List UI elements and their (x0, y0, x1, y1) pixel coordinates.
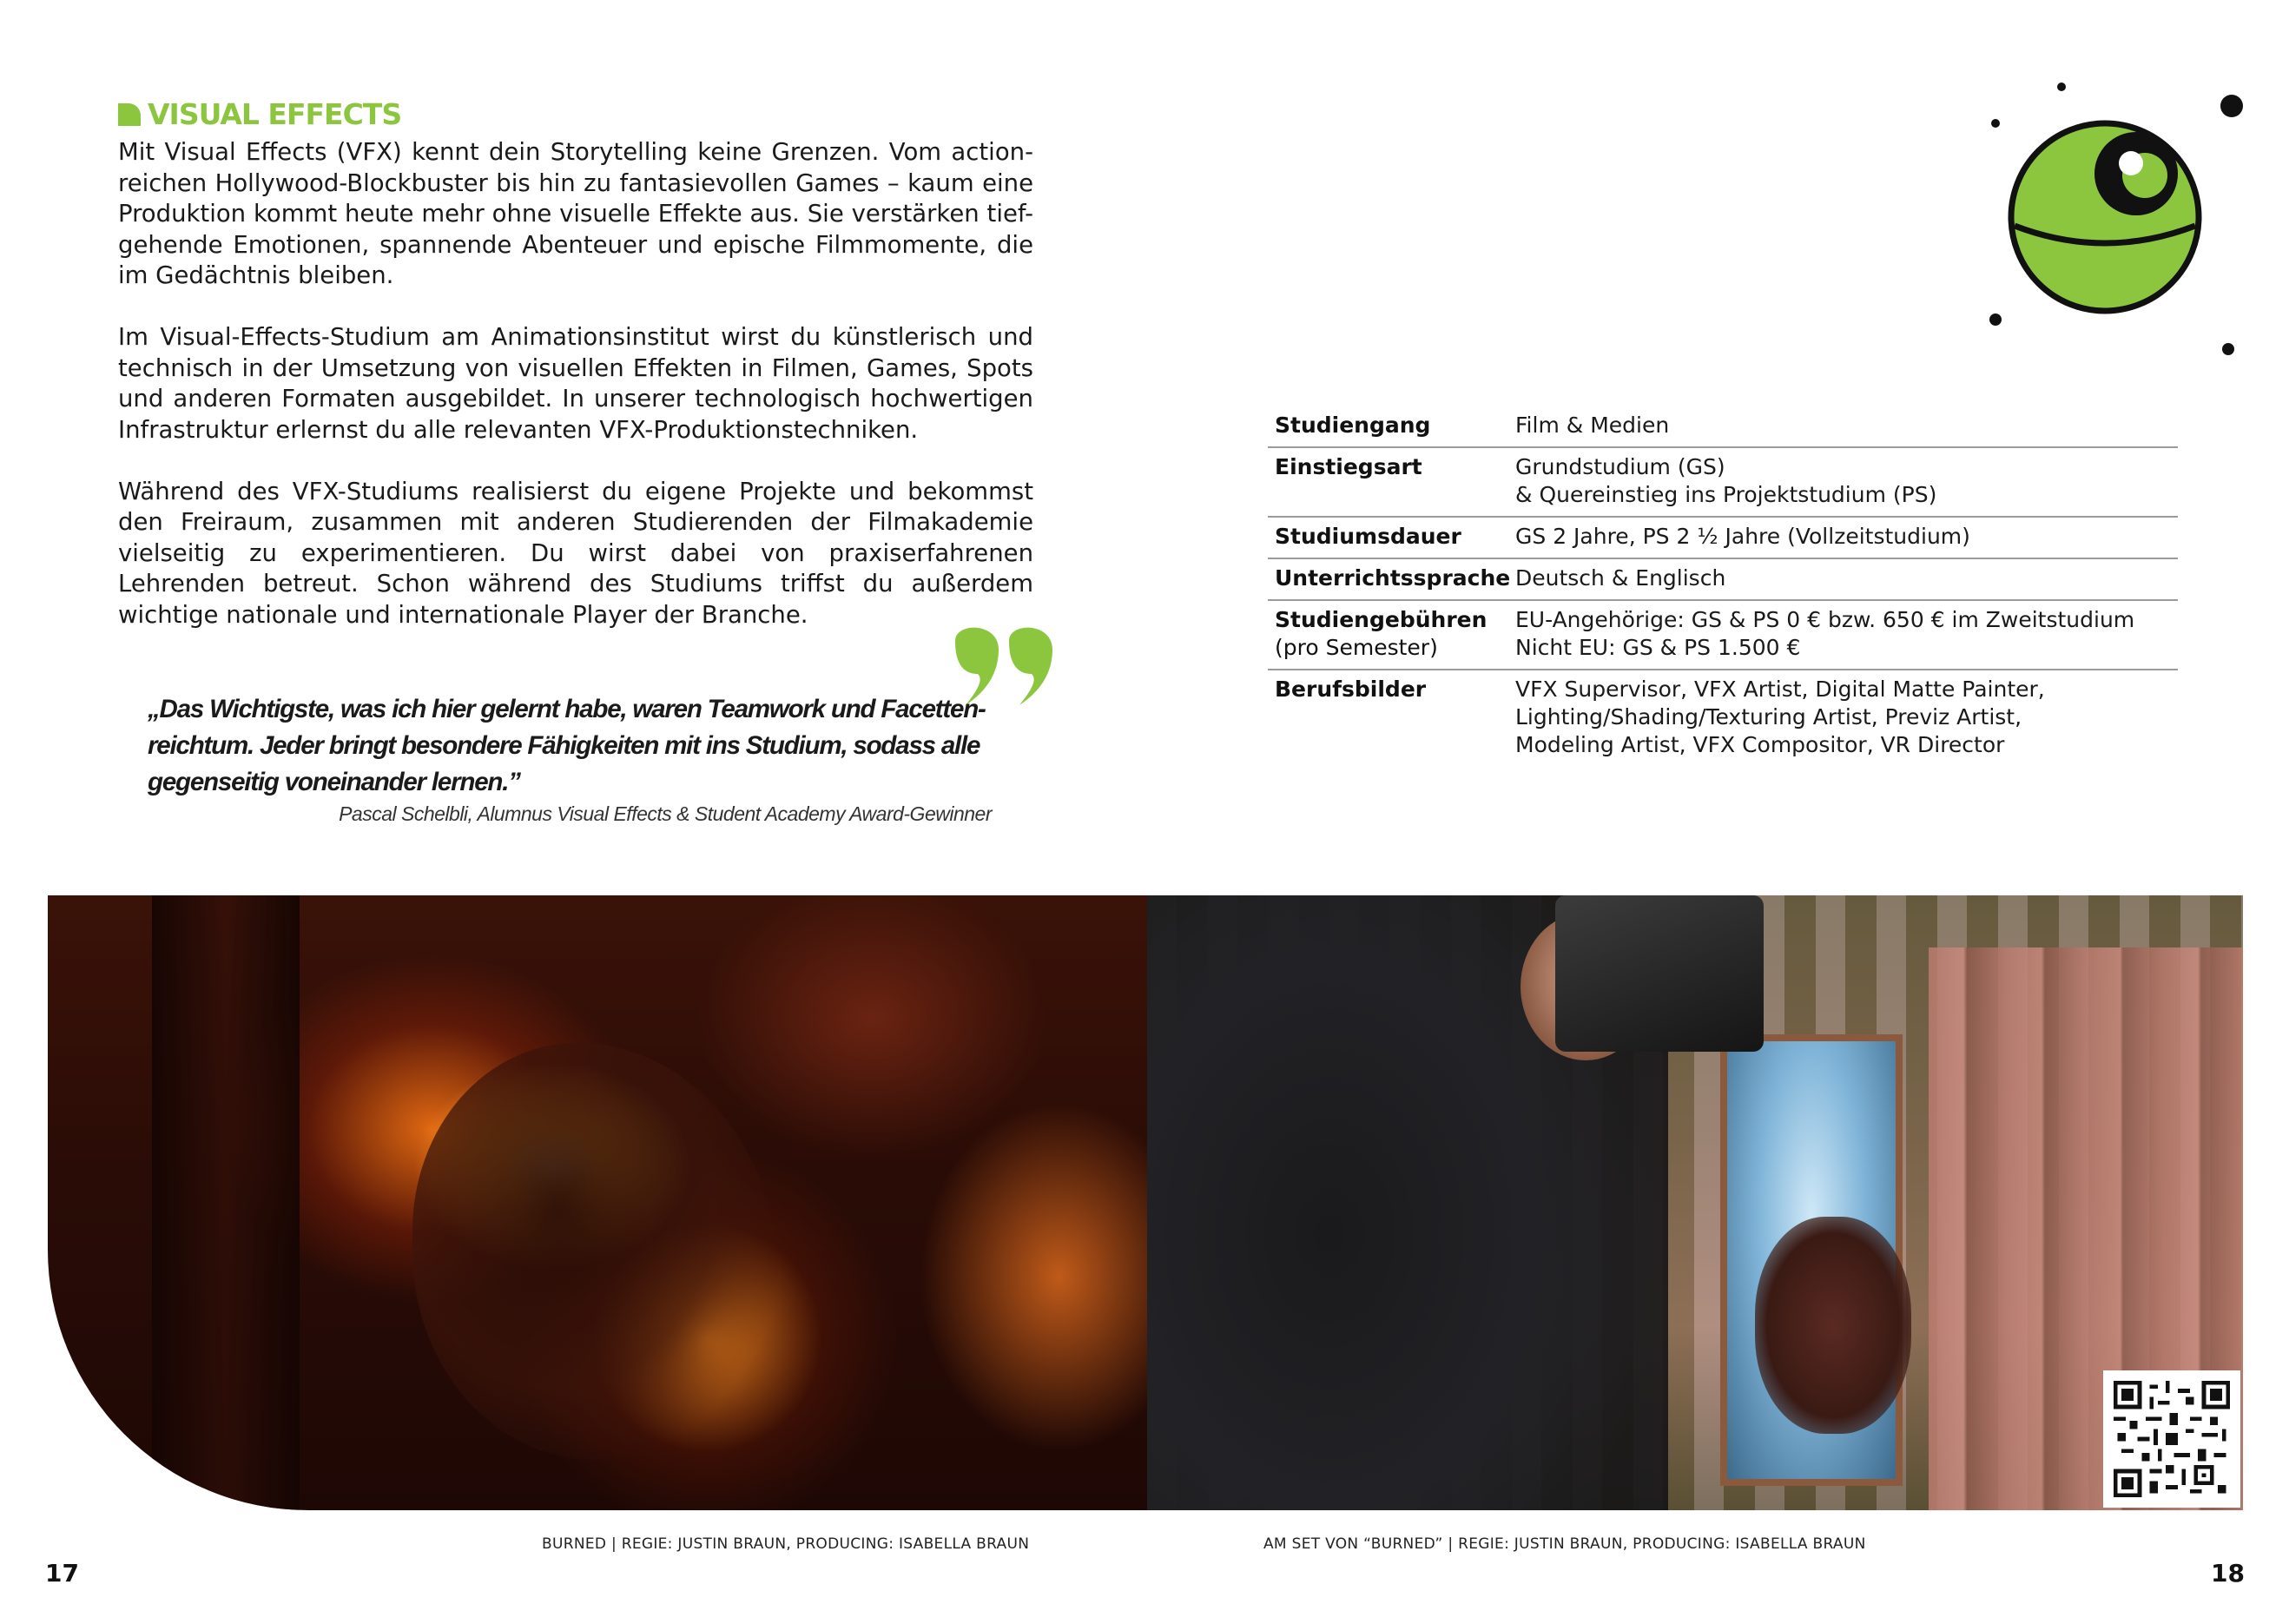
info-value-line: & Quereinstieg ins Projektstudium (PS) (1515, 482, 1937, 507)
info-key: Unterrichtssprache (1275, 565, 1511, 591)
info-value: Deutsch & Englisch (1515, 565, 1726, 591)
info-row-unterrichtssprache (1268, 559, 2178, 601)
info-value (1515, 676, 2171, 759)
intro-text (118, 137, 1033, 662)
heading-marker-icon (118, 103, 141, 126)
intro-paragraph-2: Im Visual-Effects-Studium am Animationsinstitut wirst du künstlerisch und technisch in der Umsetzung von visuellen Effekten in Filmen, Games, Spots und anderen Formaten ausgebildet. In unserer technologisch hochwertigen Infrastruktur erlernst du alle relevanten VFX-Produktionstechniken. (118, 323, 1033, 444)
intro-paragraph-3: Während des VFX-Studiums realisierst du eigene Projekte und bekommst den Freiraum, zusammen mit anderen Studierenden der Filmakademie vielseitig zu experimentieren. Du wirst dabei von praxiserfahrenen Lehrenden betreut. Schon während des Studiums triffst du außerdem wichtige nationale und internationale Player der Branche. (118, 477, 1033, 629)
tree-trunk (152, 895, 300, 1510)
page-number-left: 17 (45, 1559, 79, 1588)
section-title: VISUAL EFFECTS (148, 97, 402, 131)
burning-creature (412, 1043, 777, 1460)
info-row-berufsbilder (1268, 670, 2178, 766)
info-key: Studiumsdauer (1275, 524, 1461, 549)
on-set-photo (1147, 895, 2243, 1510)
page-number-right: 18 (2211, 1559, 2245, 1588)
photo-caption-left: BURNED | REGIE: JUSTIN BRAUN, PRODUCING: ISABELLA BRAUN (542, 1535, 1030, 1553)
info-row-einstiegsart (1268, 448, 2178, 518)
info-value-line: Nicht EU: GS & PS 1.500 € (1515, 635, 1801, 660)
burned-fire-photo (48, 895, 1147, 1510)
qr-code-graphic (2114, 1381, 2230, 1497)
info-value (1515, 453, 2171, 509)
info-value-line: Modeling Artist, VFX Compositor, VR Director (1515, 732, 2005, 757)
info-value-line: VFX Supervisor, VFX Artist, Digital Matte Painter, (1515, 677, 2045, 702)
info-row-studiengang (1268, 406, 2178, 448)
info-key-sub: (pro Semester) (1275, 635, 1438, 660)
info-row-studiumsdauer (1268, 518, 2178, 559)
info-value: Film & Medien (1515, 413, 1670, 438)
photo-caption-right: AM SET VON “BURNED” | REGIE: JUSTIN BRAUN, PRODUCING: ISABELLA BRAUN (1263, 1535, 1866, 1553)
green-eye-mascot-icon (1971, 78, 2258, 365)
info-row-studiengebuehren (1268, 601, 2178, 670)
testimonial-quote: „Das Wichtigste, was ich hier gelernt habe, waren Teamwork und Facetten-reichtum. Jeder bringt besondere Fähigkeiten mit ins Studium, sodass alle gegenseitig voneinander lernen.” (148, 695, 986, 796)
info-value (1515, 606, 2171, 662)
info-key: Studiengang (1275, 413, 1431, 438)
intro-paragraph-1: Mit Visual Effects (VFX) kennt dein Storytelling keine Grenzen. Vom action-reichen Hollywood-Blockbuster bis hin zu fantasievollen Games – kaum eine Produktion kommt heute mehr ohne visuelle Effekte aus. Sie verstärken tief-gehende Emotionen, spannende Abenteuer und epische Filmmomente, die im Gedächtnis bleiben. (118, 138, 1033, 289)
info-value-line: Lighting/Shading/Texturing Artist, Previz Artist, (1515, 704, 2022, 729)
info-value: GS 2 Jahre, PS 2 ½ Jahre (Vollzeitstudium) (1515, 524, 1970, 549)
info-value-line: EU-Angehörige: GS & PS 0 € bzw. 650 € im Zweitstudium (1515, 607, 2135, 632)
info-key (1275, 606, 1515, 662)
section-heading (118, 97, 401, 131)
info-value-line: Grundstudium (GS) (1515, 454, 1725, 479)
info-key-main: Studiengebühren (1275, 607, 1488, 632)
info-key: Berufsbilder (1275, 677, 1427, 702)
creature-figure (1755, 1217, 1911, 1434)
study-info-table (1268, 406, 2178, 766)
qr-code-icon[interactable] (2103, 1370, 2240, 1508)
info-key: Einstiegsart (1275, 454, 1422, 479)
film-camera (1555, 895, 1764, 1052)
quote-author: Pascal Schelbli, Alumnus Visual Effects & Student Academy Award-Gewinner (339, 802, 992, 825)
